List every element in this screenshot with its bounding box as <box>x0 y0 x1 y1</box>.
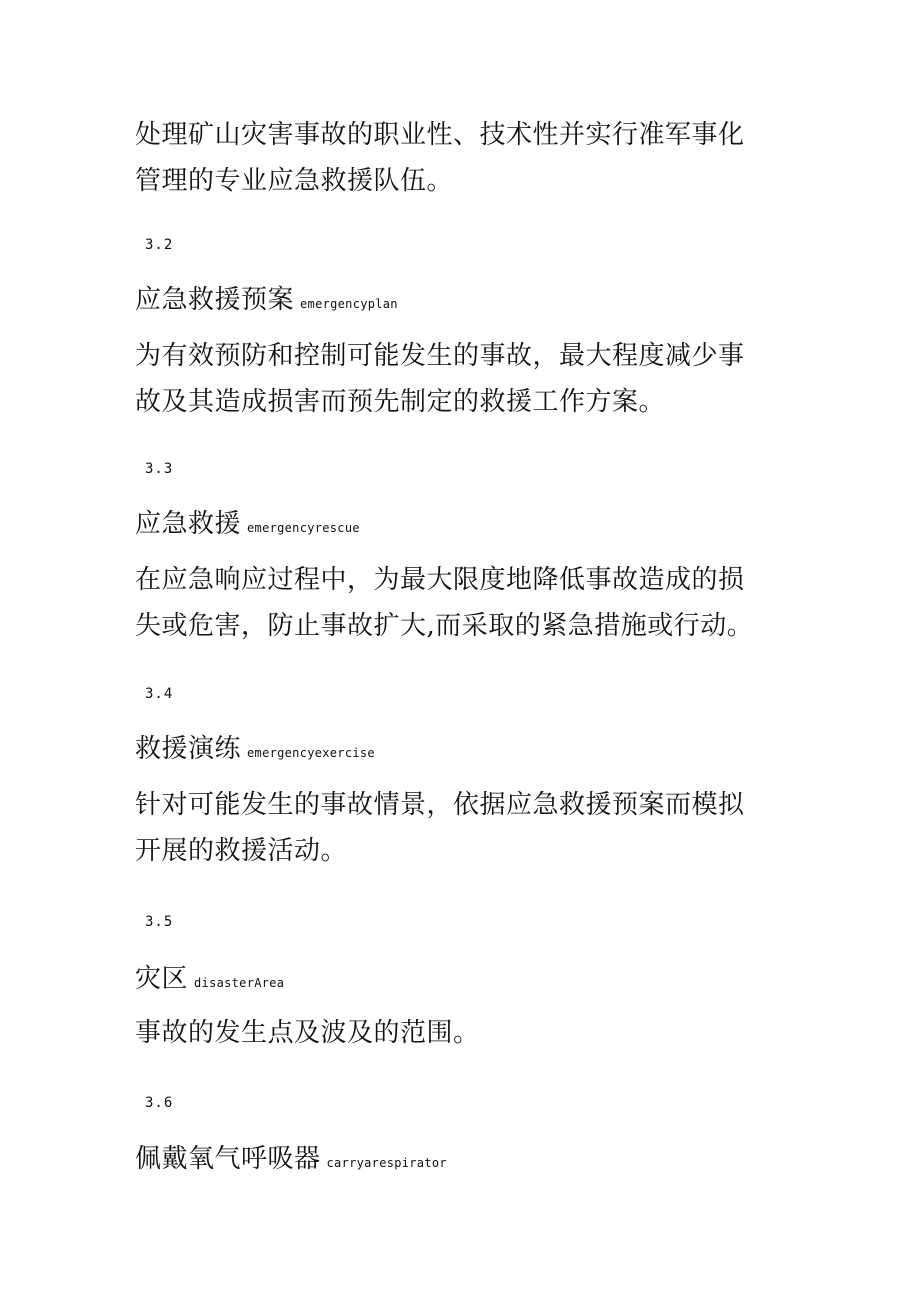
term-heading-3-3 <box>135 506 360 542</box>
definition-line-2: 失或危害，防止事故扩大,而采取的紧急措施或行动。 <box>135 611 754 641</box>
definition-line-2: 故及其造成损害而预先制定的救援工作方案。 <box>135 387 666 417</box>
term-heading-3-6 <box>135 1141 447 1177</box>
term-heading-3-5 <box>135 961 284 997</box>
section-number-3-6: 3.6 <box>145 1095 174 1111</box>
definition-line-1: 在应急响应过程中，为最大限度地降低事故造成的损 <box>135 565 745 595</box>
intro-line-2: 管理的专业应急救援队伍。 <box>135 166 454 196</box>
section-number-3-4: 3.4 <box>145 686 174 702</box>
section-number-3-2: 3.2 <box>145 237 174 253</box>
term-heading-3-4 <box>135 731 375 767</box>
term-heading-3-2 <box>135 282 398 318</box>
definition-line-1: 针对可能发生的事故情景，依据应急救援预案而模拟 <box>135 790 745 820</box>
definition-line-1: 为有效预防和控制可能发生的事故，最大程度减少事 <box>135 341 745 371</box>
definition-3-3 <box>135 557 795 649</box>
term-chinese: 应急救援 <box>135 509 242 539</box>
term-chinese: 应急救援预案 <box>135 285 295 315</box>
intro-paragraph <box>135 112 795 204</box>
definition-line-1: 事故的发生点及波及的范围。 <box>135 1018 480 1048</box>
term-chinese: 灾区 <box>135 964 189 994</box>
section-number-3-3: 3.3 <box>145 461 174 477</box>
intro-line-1: 处理矿山灾害事故的职业性、技术性并实行准军事化 <box>135 120 745 150</box>
term-chinese: 佩戴氧气呼吸器 <box>135 1144 321 1174</box>
term-english: carryarespirator <box>326 1156 447 1170</box>
section-number-3-5: 3.5 <box>145 914 174 930</box>
term-english: emergencyplan <box>300 297 398 311</box>
definition-3-4 <box>135 782 795 874</box>
term-english: emergencyrescue <box>247 521 360 535</box>
definition-line-2: 开展的救援活动。 <box>135 836 348 866</box>
definition-3-2 <box>135 333 795 425</box>
term-chinese: 救援演练 <box>135 734 242 764</box>
term-english: disasterArea <box>194 976 285 990</box>
term-english: emergencyexercise <box>247 746 375 760</box>
definition-3-5 <box>135 1010 795 1056</box>
